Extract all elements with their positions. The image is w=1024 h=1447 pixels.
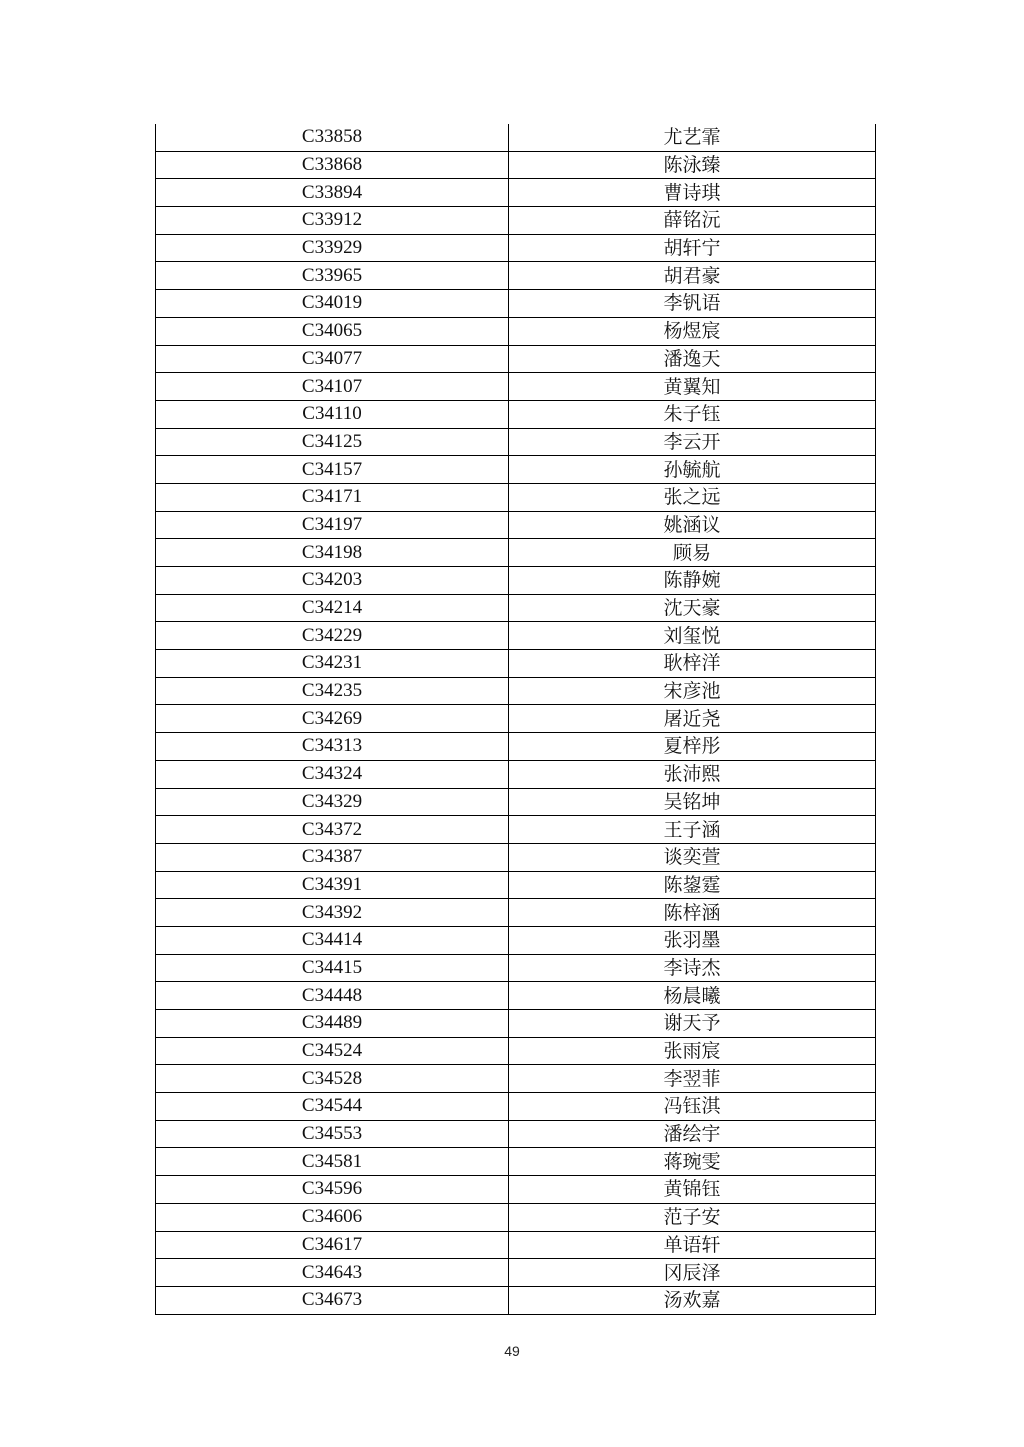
candidate-id-cell: C34235	[156, 677, 509, 705]
table-row	[156, 207, 876, 235]
candidate-id-cell: C34313	[156, 733, 509, 761]
table-row	[156, 1203, 876, 1231]
candidate-name-cell: 杨煜宸	[509, 317, 876, 345]
candidate-name-cell: 张沛熙	[509, 760, 876, 788]
candidate-name-cell: 冈辰泽	[509, 1259, 876, 1287]
candidate-id-cell: C34110	[156, 400, 509, 428]
table-row	[156, 234, 876, 262]
candidate-id-cell: C33912	[156, 207, 509, 235]
candidate-name-cell: 刘玺悦	[509, 622, 876, 650]
candidate-name-cell: 范子安	[509, 1203, 876, 1231]
candidate-name-cell: 汤欢嘉	[509, 1286, 876, 1314]
table-row	[156, 151, 876, 179]
candidate-id-cell: C34125	[156, 428, 509, 456]
candidate-name-cell: 李云开	[509, 428, 876, 456]
candidate-id-cell: C34553	[156, 1120, 509, 1148]
candidate-id-cell: C34269	[156, 705, 509, 733]
candidate-name-cell: 姚涵议	[509, 511, 876, 539]
candidate-name-cell: 顾易	[509, 539, 876, 567]
candidate-id-cell: C33929	[156, 234, 509, 262]
table-row	[156, 483, 876, 511]
table-row	[156, 1037, 876, 1065]
candidate-name-cell: 李钒语	[509, 290, 876, 318]
page-number: 49	[504, 1343, 520, 1359]
candidate-id-cell: C34643	[156, 1259, 509, 1287]
candidate-id-cell: C34415	[156, 954, 509, 982]
candidate-name-cell: 潘绘宇	[509, 1120, 876, 1148]
candidate-id-cell: C34524	[156, 1037, 509, 1065]
candidate-name-cell: 陈鋆霆	[509, 871, 876, 899]
candidate-id-cell: C34673	[156, 1286, 509, 1314]
name-table	[155, 124, 876, 1315]
candidate-id-cell: C34329	[156, 788, 509, 816]
table-row	[156, 843, 876, 871]
candidate-id-cell: C34077	[156, 345, 509, 373]
candidate-id-cell: C34391	[156, 871, 509, 899]
table-row	[156, 788, 876, 816]
table-row	[156, 1176, 876, 1204]
candidate-id-cell: C34157	[156, 456, 509, 484]
table-row	[156, 705, 876, 733]
table-row	[156, 373, 876, 401]
table-row	[156, 1148, 876, 1176]
candidate-name-cell: 陈静婉	[509, 567, 876, 595]
table-row	[156, 290, 876, 318]
candidate-name-cell: 黄锦钰	[509, 1176, 876, 1204]
table-row	[156, 622, 876, 650]
candidate-name-cell: 蒋琬雯	[509, 1148, 876, 1176]
candidate-id-cell: C34231	[156, 650, 509, 678]
candidate-id-cell: C34198	[156, 539, 509, 567]
table-row	[156, 1259, 876, 1287]
candidate-name-cell: 张雨宸	[509, 1037, 876, 1065]
candidate-id-cell: C34372	[156, 816, 509, 844]
candidate-name-cell: 黄翼知	[509, 373, 876, 401]
candidate-name-cell: 宋彦池	[509, 677, 876, 705]
candidate-id-cell: C34414	[156, 926, 509, 954]
table-row	[156, 733, 876, 761]
table-row	[156, 1065, 876, 1093]
candidate-id-cell: C34107	[156, 373, 509, 401]
candidate-name-cell: 李翌菲	[509, 1065, 876, 1093]
candidate-name-cell: 张之远	[509, 483, 876, 511]
candidate-name-cell: 朱子钰	[509, 400, 876, 428]
candidate-name-cell: 耿梓洋	[509, 650, 876, 678]
table-row	[156, 760, 876, 788]
candidate-id-cell: C34528	[156, 1065, 509, 1093]
table-row	[156, 1093, 876, 1121]
candidate-id-cell: C34387	[156, 843, 509, 871]
candidate-name-cell: 薛铭沅	[509, 207, 876, 235]
candidate-id-cell: C34065	[156, 317, 509, 345]
table-row	[156, 871, 876, 899]
candidate-id-cell: C34197	[156, 511, 509, 539]
table-row	[156, 1120, 876, 1148]
table-row	[156, 567, 876, 595]
table-row	[156, 262, 876, 290]
candidate-name-cell: 陈泳臻	[509, 151, 876, 179]
candidate-id-cell: C34489	[156, 1010, 509, 1038]
candidate-id-cell: C33858	[156, 124, 509, 151]
table-row	[156, 816, 876, 844]
candidate-id-cell: C34171	[156, 483, 509, 511]
candidate-name-cell: 曹诗琪	[509, 179, 876, 207]
candidate-id-cell: C34229	[156, 622, 509, 650]
candidate-name-cell: 单语轩	[509, 1231, 876, 1259]
table-row	[156, 428, 876, 456]
candidate-id-cell: C34392	[156, 899, 509, 927]
candidate-id-cell: C34581	[156, 1148, 509, 1176]
table-row	[156, 1231, 876, 1259]
candidate-id-cell: C33894	[156, 179, 509, 207]
candidate-id-cell: C33868	[156, 151, 509, 179]
table-row	[156, 511, 876, 539]
table-row	[156, 400, 876, 428]
candidate-name-cell: 潘逸天	[509, 345, 876, 373]
candidate-name-cell: 夏梓彤	[509, 733, 876, 761]
table-row	[156, 677, 876, 705]
candidate-name-cell: 屠近尧	[509, 705, 876, 733]
candidate-name-cell: 孙毓航	[509, 456, 876, 484]
candidate-id-cell: C34544	[156, 1093, 509, 1121]
candidate-name-cell: 冯钰淇	[509, 1093, 876, 1121]
table-row	[156, 1010, 876, 1038]
table-body	[156, 124, 876, 1314]
candidate-id-cell: C34019	[156, 290, 509, 318]
table-row	[156, 650, 876, 678]
candidate-id-cell: C34324	[156, 760, 509, 788]
candidate-id-cell: C34214	[156, 594, 509, 622]
candidate-id-cell: C34203	[156, 567, 509, 595]
candidate-id-cell: C34596	[156, 1176, 509, 1204]
candidate-name-cell: 王子涵	[509, 816, 876, 844]
candidate-name-cell: 杨晨曦	[509, 982, 876, 1010]
table-row	[156, 954, 876, 982]
table-row	[156, 317, 876, 345]
table-row	[156, 345, 876, 373]
candidate-name-cell: 胡轩宁	[509, 234, 876, 262]
candidate-name-cell: 吴铭坤	[509, 788, 876, 816]
candidate-name-cell: 胡君豪	[509, 262, 876, 290]
table-row	[156, 456, 876, 484]
candidate-name-cell: 沈天豪	[509, 594, 876, 622]
table-row	[156, 124, 876, 151]
table-row	[156, 982, 876, 1010]
table-row	[156, 1286, 876, 1314]
candidate-name-cell: 谢天予	[509, 1010, 876, 1038]
candidate-id-cell: C34617	[156, 1231, 509, 1259]
candidate-id-cell: C34448	[156, 982, 509, 1010]
candidate-name-cell: 张羽墨	[509, 926, 876, 954]
candidate-name-cell: 谈奕萱	[509, 843, 876, 871]
candidate-id-cell: C33965	[156, 262, 509, 290]
candidate-name-cell: 李诗杰	[509, 954, 876, 982]
candidate-name-cell: 陈梓涵	[509, 899, 876, 927]
candidate-name-cell: 尤艺霏	[509, 124, 876, 151]
table-row	[156, 899, 876, 927]
table-row	[156, 594, 876, 622]
table-row	[156, 539, 876, 567]
table-row	[156, 179, 876, 207]
candidate-id-cell: C34606	[156, 1203, 509, 1231]
table-row	[156, 926, 876, 954]
